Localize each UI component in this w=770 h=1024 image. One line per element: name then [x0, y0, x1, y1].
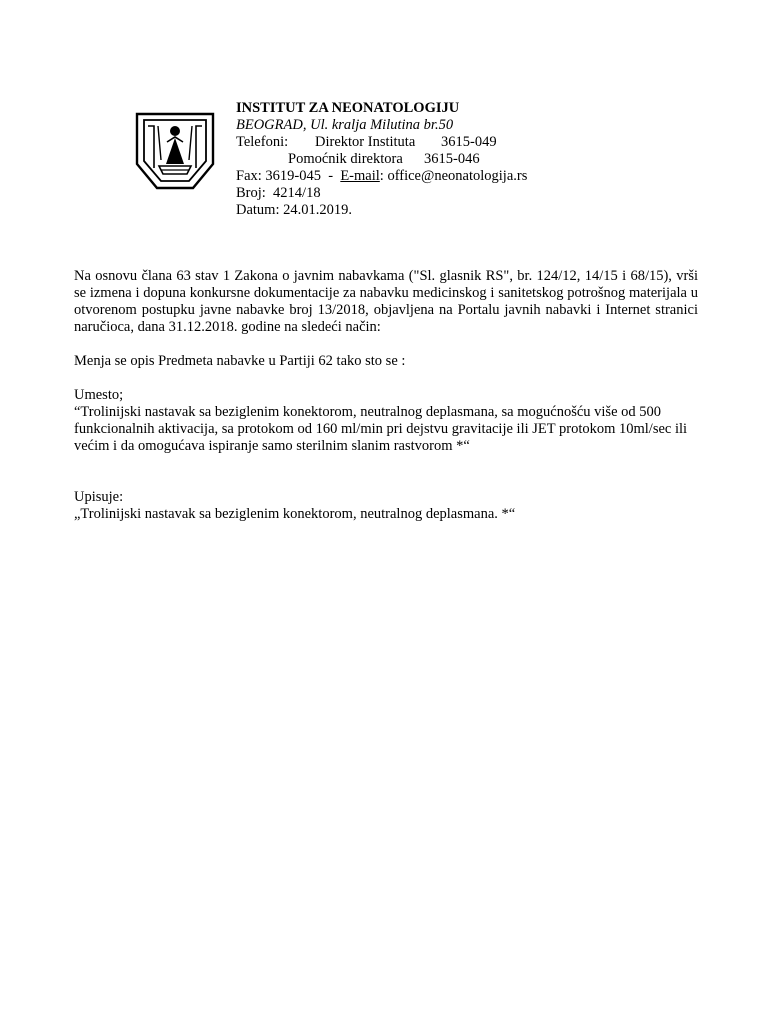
change-statement: Menja se opis Predmeta nabavke u Partiji 62 tako sto se : [74, 353, 406, 369]
director-label: Direktor Instituta [315, 134, 416, 150]
phone-row-director [236, 134, 656, 151]
fax-email-line [236, 168, 656, 185]
phone-row-assistant [236, 151, 656, 168]
phones-label: Telefoni: [236, 134, 289, 150]
letterhead [236, 100, 656, 219]
institute-emblem-icon [131, 104, 219, 192]
intro-paragraph: Na osnovu člana 63 stav 1 Zakona o javnim nabavkama ("Sl. glasnik RS", br. 124/12, 14/15 i 68/15), vrši se izmena i dopuna konkursne dokumentacije za nabavku medicinskog i sanitetskog potrošnog materijala u otvorenom postupku javne nabavke broj 13/2018, objavljena na Portalu javnih nabavki i Internet stranici naručioca, dana 31.12.2018. godine na sledeći način: [74, 268, 698, 335]
instead-label: Umesto; [74, 387, 124, 403]
assistant-label: Pomoćnik direktora [288, 151, 403, 167]
document-date: Datum: 24.01.2019. [236, 202, 352, 218]
institution-address: BEOGRAD, Ul. kralja Milutina br.50 [236, 117, 454, 133]
write-text: „Trolinijski nastavak sa beziglenim konektorom, neutralnog deplasmana. *“ [74, 506, 516, 522]
separator: - [328, 168, 334, 184]
institution-name: INSTITUT ZA NEONATOLOGIJU [236, 100, 460, 116]
email-value: : office@neonatologija.rs [379, 168, 528, 184]
email-label: E-mail [340, 168, 380, 184]
fax-number: Fax: 3619-045 [236, 168, 321, 184]
assistant-phone: 3615-046 [424, 151, 480, 167]
director-phone: 3615-049 [441, 134, 497, 150]
document-number: Broj: 4214/18 [236, 185, 321, 201]
instead-text: “Trolinijski nastavak sa beziglenim konektorom, neutralnog deplasmana, sa mogućnošću više od 500 funkcionalnih aktivacija, sa protokom od 160 ml/min pri dejstvu gravitacije ili JET protokom 10ml/sec ili većim i da omogućava ispiranje samo sterilnim slanim rastvorom *“ [74, 404, 688, 454]
write-label: Upisuje: [74, 489, 124, 505]
document-body [74, 268, 698, 523]
